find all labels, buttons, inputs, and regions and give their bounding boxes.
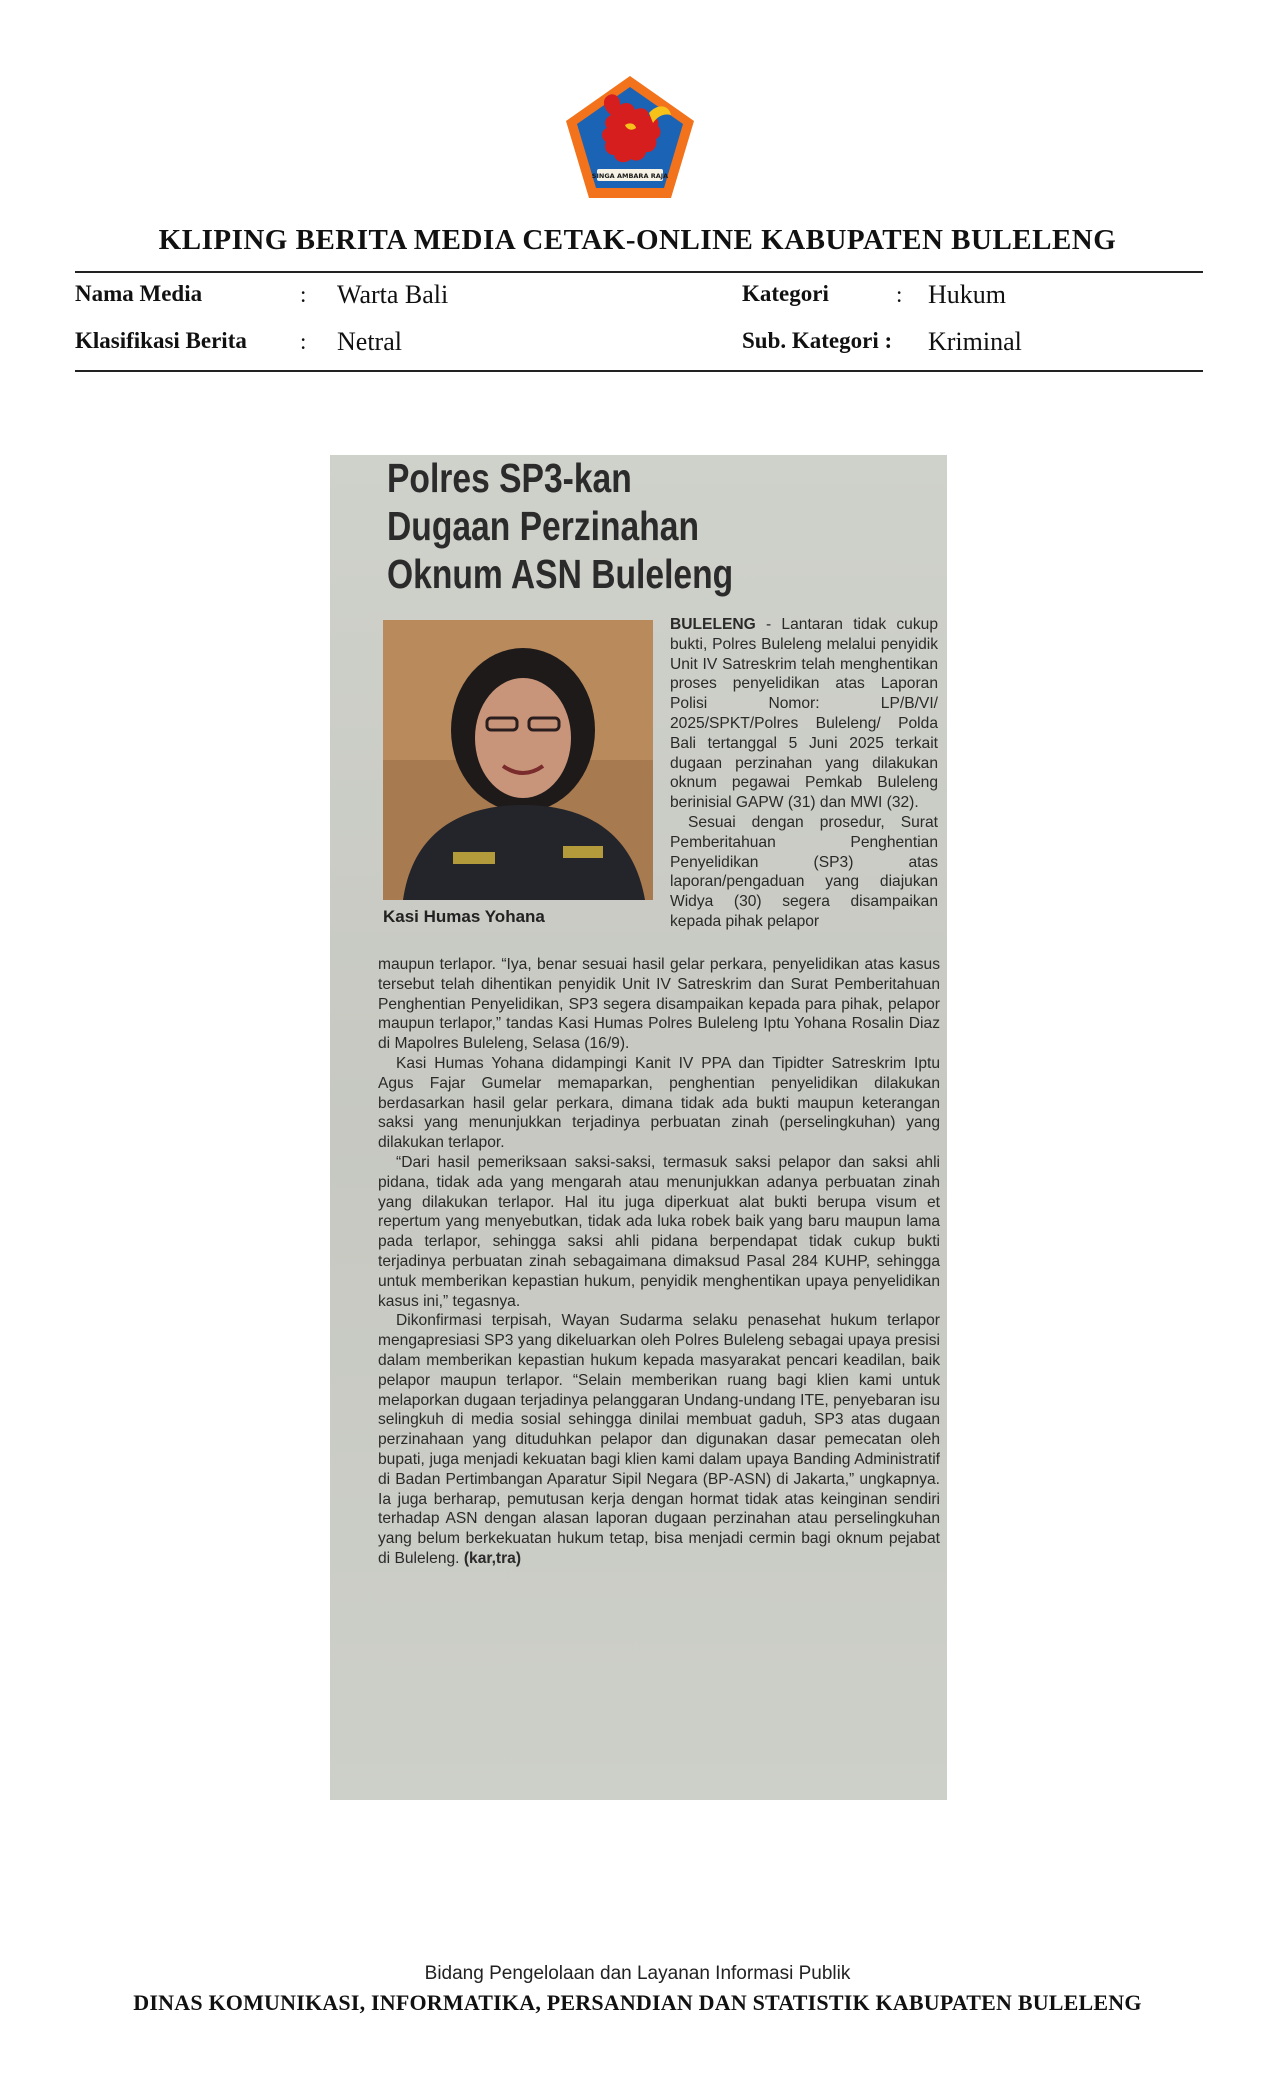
media-label: Nama Media (75, 281, 203, 306)
footer-agency: DINAS KOMUNIKASI, INFORMATIKA, PERSANDIAN DAN STATISTIK KABUPATEN BULELENG (133, 1990, 1142, 2015)
klasifikasi-colon: : (300, 329, 307, 354)
photo-caption: Kasi Humas Yohana (383, 907, 545, 926)
paragraph-1: - Lantaran tidak cukup bukti, Polres Buleleng melalui penyidik Unit IV Satreskrim telah menghentikan proses penyelidikan atas Laporan Polisi Nomor: LP/B/VI/ 2025/SPKT/Polres Buleleng/ Polda Bali tertanggal 5 Juni 2025 terkait dugaan perzinahan yang dilakukan oknum pegawai Pemkab Buleleng berinisial GAPW (31) dan MWI (32). (670, 616, 938, 812)
dateline: BULELENG (670, 616, 756, 633)
headline-line-1: Polres SP3-kan (387, 455, 632, 501)
paragraph-6: Dikonfirmasi terpisah, Wayan Sudarma selaku penasehat hukum terlapor mengapresiasi SP3 yang dikeluarkan oleh Polres Buleleng sebagai upaya presisi dalam memberikan kepastian hukum kepada masyarakat pencari keadilan, baik pelapor maupun terlapor. “Selain memberikan ruang bagi klien kami untuk melaporkan dugaan terjadinya pelanggaran Undang-undang ITE, penyebaran isu selingkuh di media sosial sehingga dinilai membuat gaduh, SP3 atas dugaan perzinahaan yang dituduhkan pelapor dan digunakan dasar pemecatan oleh bupati, juga menjadi kekuatan bagi klien kami dalam upaya Banding Administratif di Badan Pertimbangan Aparatur Sipil Negara (BP-ASN) di Jakarta,” ungkapnya. Ia juga berharap, pemutusan kerja dengan hormat tidak atas keinginan sendiri terhadap ASN dengan alasan laporan dugaan perzinahan atau perselingkuhan yang belum berkekuatan hukum tetap, bisa menjadi cermin bagi oknum pejabat di Buleleng. (378, 1312, 940, 1567)
kategori-value: Hukum (928, 280, 1006, 309)
kategori-colon: : (896, 282, 903, 307)
meta-divider (75, 370, 1203, 372)
article-photo (383, 620, 653, 900)
newspaper-clipping (330, 455, 947, 1800)
paragraph-4: Kasi Humas Yohana didampingi Kanit IV PPA dan Tipidter Satreskrim Iptu Agus Fajar Gumelar memaparkan, penghentian penyelidikan dilakukan berdasarkan hasil gelar perkara, dimana tidak ada bukti maupun keterangan saksi yang menunjukkan terjadinya perbuatan zinah (perselingkuhan) yang dilakukan terlapor. (378, 1054, 940, 1152)
author-signature: (kar,tra) (463, 1549, 522, 1567)
subkategori-value: Kriminal (928, 327, 1022, 356)
lion-emblem-icon (563, 73, 697, 201)
headline-line-3: Oknum ASN Buleleng (387, 551, 734, 597)
media-colon: : (300, 282, 307, 307)
paragraph-5: “Dari hasil pemeriksaan saksi-saksi, termasuk saksi pelapor dan saksi ahli pidana, tidak ada yang mengarah atau menunjukkan adanya perbuatan zinah yang dilakukan terlapor. Hal itu juga diperkuat alat bukti berupa visum et repertum yang menyebutkan, tidak ada luka robek baik yang baru maupun lama pada terlapor, sehingga saksi ahli pidana berpendapat tidak cukup bukti terjadinya perbuatan zinah sebagaimana dimaksud Pasal 284 KUHP, sehingga untuk memberikan kepastian hukum, penyidik menghentikan upaya penyelidikan kasus ini,” tegasnya. (378, 1153, 940, 1310)
kategori-label: Kategori (742, 281, 829, 306)
media-value: Warta Bali (337, 280, 449, 309)
klasifikasi-label: Klasifikasi Berita (75, 328, 247, 353)
headline-line-2: Dugaan Perzinahan (387, 503, 699, 549)
subkategori-label: Sub. Kategori : (742, 328, 893, 353)
page-title: KLIPING BERITA MEDIA CETAK-ONLINE KABUPATEN BULELENG (158, 224, 1117, 256)
article-right-column (670, 615, 938, 932)
regency-logo (563, 73, 697, 201)
footer-division: Bidang Pengelolaan dan Layanan Informasi Publik (424, 1963, 851, 1984)
paragraph-2: Sesuai dengan prosedur, Surat Pemberitahuan Penghentian Penyelidikan (SP3) atas laporan/pengaduan yang diajukan Widya (30) segera disampaikan kepada pihak pelapor (670, 813, 938, 930)
article-body (378, 955, 940, 1569)
header-divider (75, 271, 1203, 273)
klasifikasi-value: Netral (337, 327, 402, 356)
logo-motto: SINGA AMBARA RAJA (591, 172, 669, 180)
paragraph-3: maupun terlapor. “Iya, benar sesuai hasil gelar perkara, penyelidikan atas kasus tersebut telah dihentikan penyidik Unit IV Satreskrim dan Surat Pemberitahuan Penghentian Penyelidikan, SP3 segera disampaikan kepada para pihak, pelapor maupun terlapor,” tandas Kasi Humas Polres Buleleng Iptu Yohana Rosalin Diaz di Mapolres Buleleng, Selasa (16/9). (378, 956, 940, 1053)
